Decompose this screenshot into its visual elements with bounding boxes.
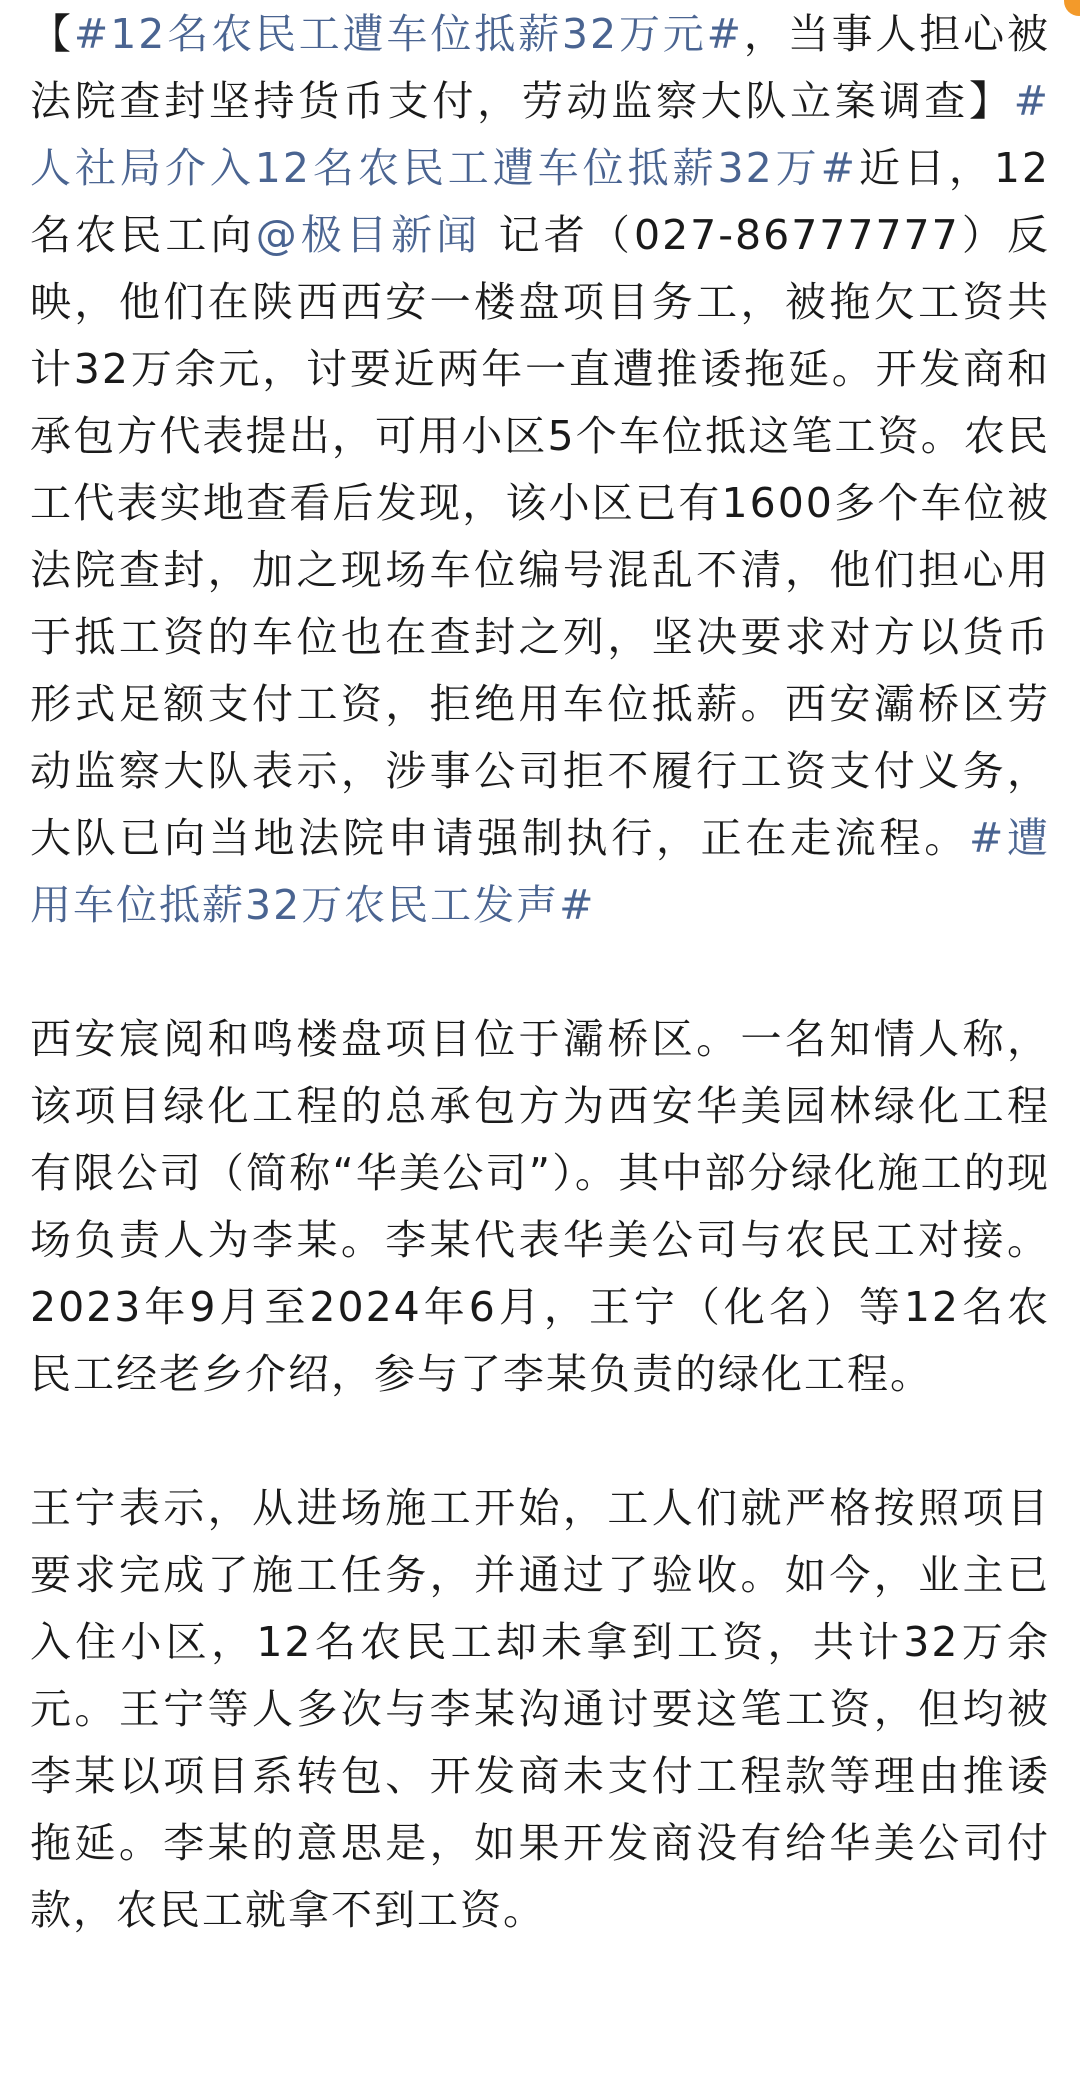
topic-link-hrss-intervenes[interactable]: #人社局介入12名农民工遭车位抵薪32万# <box>30 77 1051 192</box>
paragraph-3: 王宁表示，从进场施工开始，工人们就严格按照项目要求完成了施工任务，并通过了验收。如今，业主已入住小区，12名农民工却未拿到工资，共计32万余元。王宁等人多次与李某沟通讨要这笔工资，但均被李某以项目系转包、开发商未支付工程款等理由推诿拖延。李某的意思是，如果开发商没有给华美公司付款，农民工就拿不到工资。 <box>30 1484 1050 1934</box>
bracket-close: 】 <box>968 77 1014 125</box>
topic-link-12-workers[interactable]: #12名农民工遭车位抵薪32万元# <box>73 10 744 58</box>
corner-badge <box>1064 0 1080 16</box>
paragraph-2: 西安宸阅和鸣楼盘项目位于灞桥区。一名知情人称，该项目绿化工程的总承包方为西安华美园林绿化工程有限公司（简称“华美公司”）。其中部分绿化施工的现场负责人为李某。李某代表华美公司与农民工对接。2023年9月至2024年6月，王宁（化名）等12名农民工经老乡介绍，参与了李某负责的绿化工程。 <box>30 1015 1050 1398</box>
mention-link-jimu-news[interactable]: @极目新闻 <box>255 211 482 259</box>
article-body <box>30 0 1050 1944</box>
body-text-intro: 近日，12名农民工向 <box>30 144 1051 259</box>
headline-text: ，当事人担心被法院查封坚持货币支付，劳动监察大队立案调查 <box>30 10 1050 125</box>
topic-link-workers-speak[interactable]: #遭用车位抵薪32万农民工发声# <box>30 814 1051 929</box>
paragraph-1 <box>30 0 1050 939</box>
bracket-open: 【 <box>30 10 74 58</box>
body-text-main: 记者（027-86777777）反映，他们在陕西西安一楼盘项目务工，被拖欠工资共计32万余元，讨要近两年一直遭推诿拖延。开发商和承包方代表提出，可用小区5个车位抵这笔工资。农民工代表实地查看后发现，该小区已有1600多个车位被法院查封，加之现场车位编号混乱不清，他们担心用于抵工资的车位也在查封之列，坚决要求对方以货币形式足额支付工资，拒绝用车位抵薪。西安灞桥区劳动监察大队表示，涉事公司拒不履行工资支付义务，大队已向当地法院申请强制执行，正在走流程。 <box>30 211 1051 862</box>
